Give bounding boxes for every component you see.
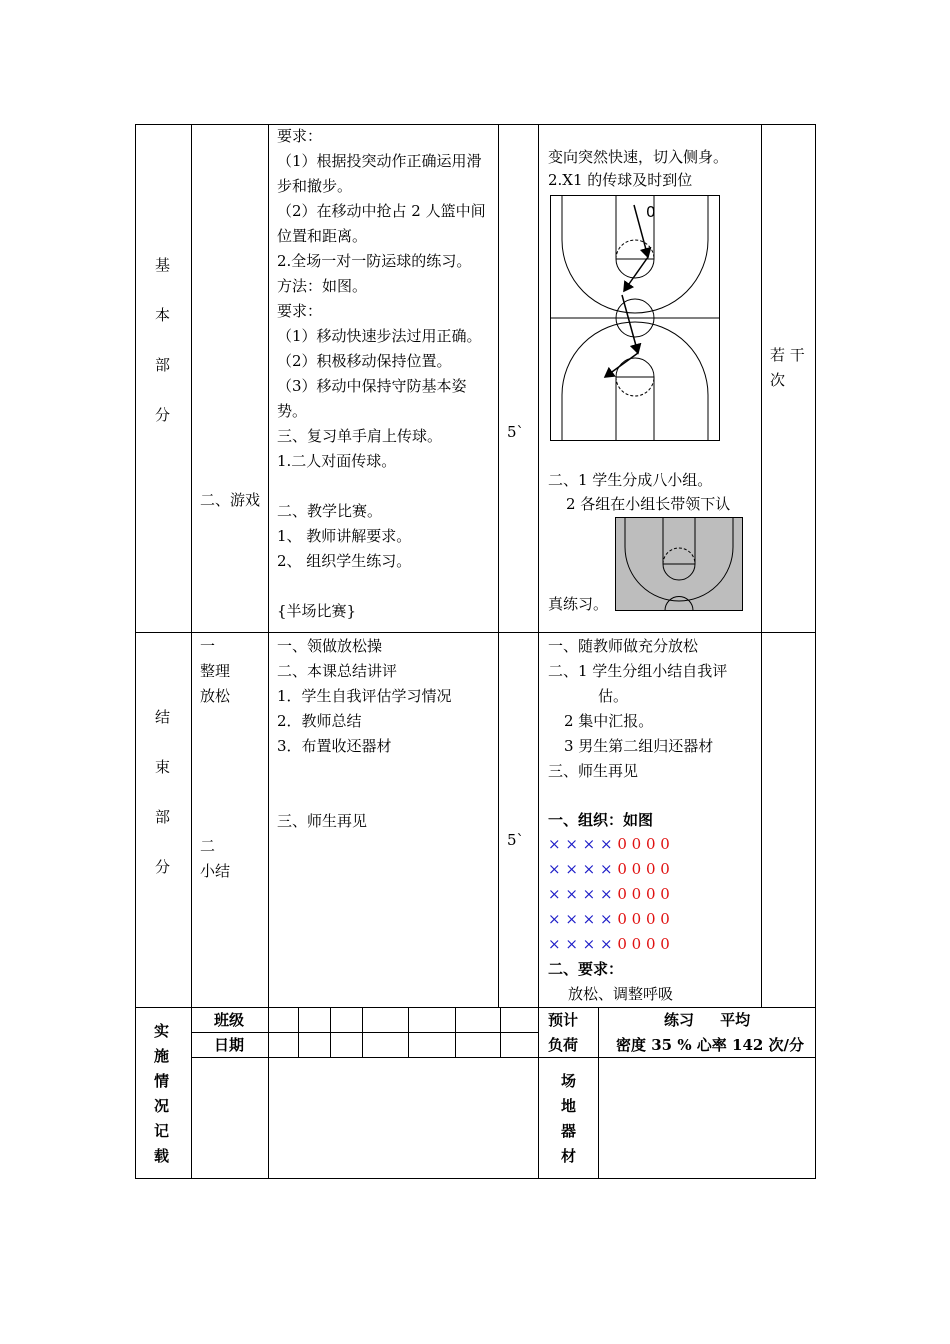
org-title: 一、组织：如图 — [548, 811, 654, 829]
content-line — [277, 574, 486, 599]
org-line: 3 男生第二组归还器材 — [564, 737, 714, 755]
formation-row — [548, 907, 670, 932]
basic-times: 若 干 次 — [770, 346, 805, 389]
load-line-2: 密度 35 % 心率 142 次/分 — [616, 1036, 805, 1054]
content-line: 二、教学比赛。 — [277, 502, 383, 520]
o-players: 0 0 0 0 — [617, 835, 670, 853]
content-line: {半场比赛} — [277, 602, 357, 620]
equipment-label — [561, 1069, 581, 1169]
sub-line: 整理 — [200, 662, 231, 680]
label-char: 情 — [154, 1072, 170, 1090]
formation-row — [548, 932, 670, 957]
org-top-line: 变向突然快速，切入侧身。 — [548, 148, 729, 166]
formation-row — [548, 857, 670, 882]
full-court-diagram — [550, 195, 720, 441]
ending-section-label — [155, 692, 175, 892]
load-label — [548, 1008, 578, 1058]
content-line: （3）移动中保持守防基本姿 — [277, 377, 467, 395]
formation-row — [548, 832, 670, 857]
o-players: 0 0 0 0 — [617, 910, 670, 928]
sub-line: 一 — [200, 637, 216, 655]
label-char: 部 — [155, 356, 171, 374]
formation-row — [548, 882, 670, 907]
label-char: 场 — [561, 1072, 577, 1090]
label-char: 束 — [155, 758, 171, 776]
record-label — [154, 1019, 174, 1169]
half-court-diagram — [615, 517, 743, 611]
content-line: 2、 组织学生练习。 — [277, 552, 412, 570]
org-line: 估。 — [598, 687, 629, 705]
label-char: 记 — [154, 1122, 170, 1140]
sub-line: 小结 — [200, 862, 231, 880]
label-char: 部 — [155, 808, 171, 826]
content-line: 3．布置收还器材 — [277, 737, 392, 755]
label-char: 结 — [155, 708, 171, 726]
o-players: 0 0 0 0 — [617, 860, 670, 878]
content-line: 三、师生再见 — [277, 812, 368, 830]
ending-sub-1 — [200, 634, 230, 709]
x-players: × × × × — [548, 885, 613, 903]
req-title: 二、要求： — [548, 960, 624, 978]
x-players: × × × × — [548, 910, 613, 928]
content-line — [277, 474, 486, 499]
label-char: 材 — [561, 1147, 577, 1165]
load-line-1: 练习 平均 — [664, 1011, 751, 1029]
content-line: 要求： — [277, 127, 323, 145]
court-mark: 0 — [646, 203, 656, 221]
content-line: 位置和距离。 — [277, 227, 368, 245]
content-line: 要求： — [277, 302, 323, 320]
content-line: 势。 — [277, 402, 308, 420]
content-line: （2）在移动中抢占 2 人篮中间 — [277, 202, 486, 220]
content-line: 三、复习单手肩上传球。 — [277, 427, 443, 445]
basic-time: 5` — [507, 423, 525, 441]
org-bottom-line: 二、1 学生分成八小组。 — [548, 471, 713, 489]
content-line: 二、本课总结讲评 — [277, 662, 398, 680]
o-players: 0 0 0 0 — [617, 935, 670, 953]
load-label-line: 预计 — [548, 1011, 579, 1029]
label-char: 实 — [154, 1022, 170, 1040]
content-line: 2．教师总结 — [277, 712, 362, 730]
org-last-line: 真练习。 — [548, 595, 609, 613]
class-label: 班级 — [214, 1011, 245, 1029]
ending-sub-2 — [200, 834, 230, 884]
org-line: 二、1 学生分组小结自我评 — [548, 662, 728, 680]
org-top-line: 2.X1 的传球及时到位 — [548, 171, 693, 189]
label-char: 器 — [561, 1122, 577, 1140]
content-line: 2.全场一对一防运球的练习。 — [277, 252, 472, 270]
label-char: 载 — [154, 1147, 170, 1165]
org-bottom-line: 2 各组在小组长带领下认 — [566, 495, 731, 513]
sub-line: 二 — [200, 837, 216, 855]
label-char: 基 — [155, 256, 171, 274]
sub-line: 放松 — [200, 687, 231, 705]
label-char: 分 — [155, 406, 171, 424]
content-line — [277, 784, 452, 809]
label-char: 况 — [154, 1097, 170, 1115]
x-players: × × × × — [548, 860, 613, 878]
ending-org — [548, 634, 727, 784]
content-line: 1.二人对面传球。 — [277, 452, 397, 470]
content-line: 1、 教师讲解要求。 — [277, 527, 412, 545]
content-line — [277, 759, 452, 784]
content-line: 一、领做放松操 — [277, 637, 383, 655]
label-char: 地 — [561, 1097, 577, 1115]
ending-content — [277, 634, 452, 834]
formation — [548, 832, 670, 957]
req-text: 放松、调整呼吸 — [568, 985, 674, 1003]
content-line: （2）积极移动保持位置。 — [277, 352, 452, 370]
x-players: × × × × — [548, 835, 613, 853]
label-char: 施 — [154, 1047, 170, 1065]
content-line: （1）移动快速步法过用正确。 — [277, 327, 482, 345]
content-line: （1）根据投突动作正确运用滑 — [277, 152, 482, 170]
ending-time: 5` — [507, 831, 525, 849]
x-players: × × × × — [548, 935, 613, 953]
basic-content — [277, 124, 486, 624]
label-char: 本 — [155, 306, 171, 324]
basic-section-label — [155, 240, 175, 440]
org-line: 一、随教师做充分放松 — [548, 637, 699, 655]
content-line: 方法：如图。 — [277, 277, 368, 295]
o-players: 0 0 0 0 — [617, 885, 670, 903]
content-line: 步和撤步。 — [277, 177, 353, 195]
date-label: 日期 — [214, 1036, 245, 1054]
content-line: 1．学生自我评估学习情况 — [277, 687, 452, 705]
org-line: 三、师生再见 — [548, 762, 639, 780]
load-label-line: 负荷 — [548, 1036, 579, 1054]
label-char: 分 — [155, 858, 171, 876]
basic-sub-game: 二、游戏 — [200, 491, 261, 509]
org-line: 2 集中汇报。 — [564, 712, 654, 730]
